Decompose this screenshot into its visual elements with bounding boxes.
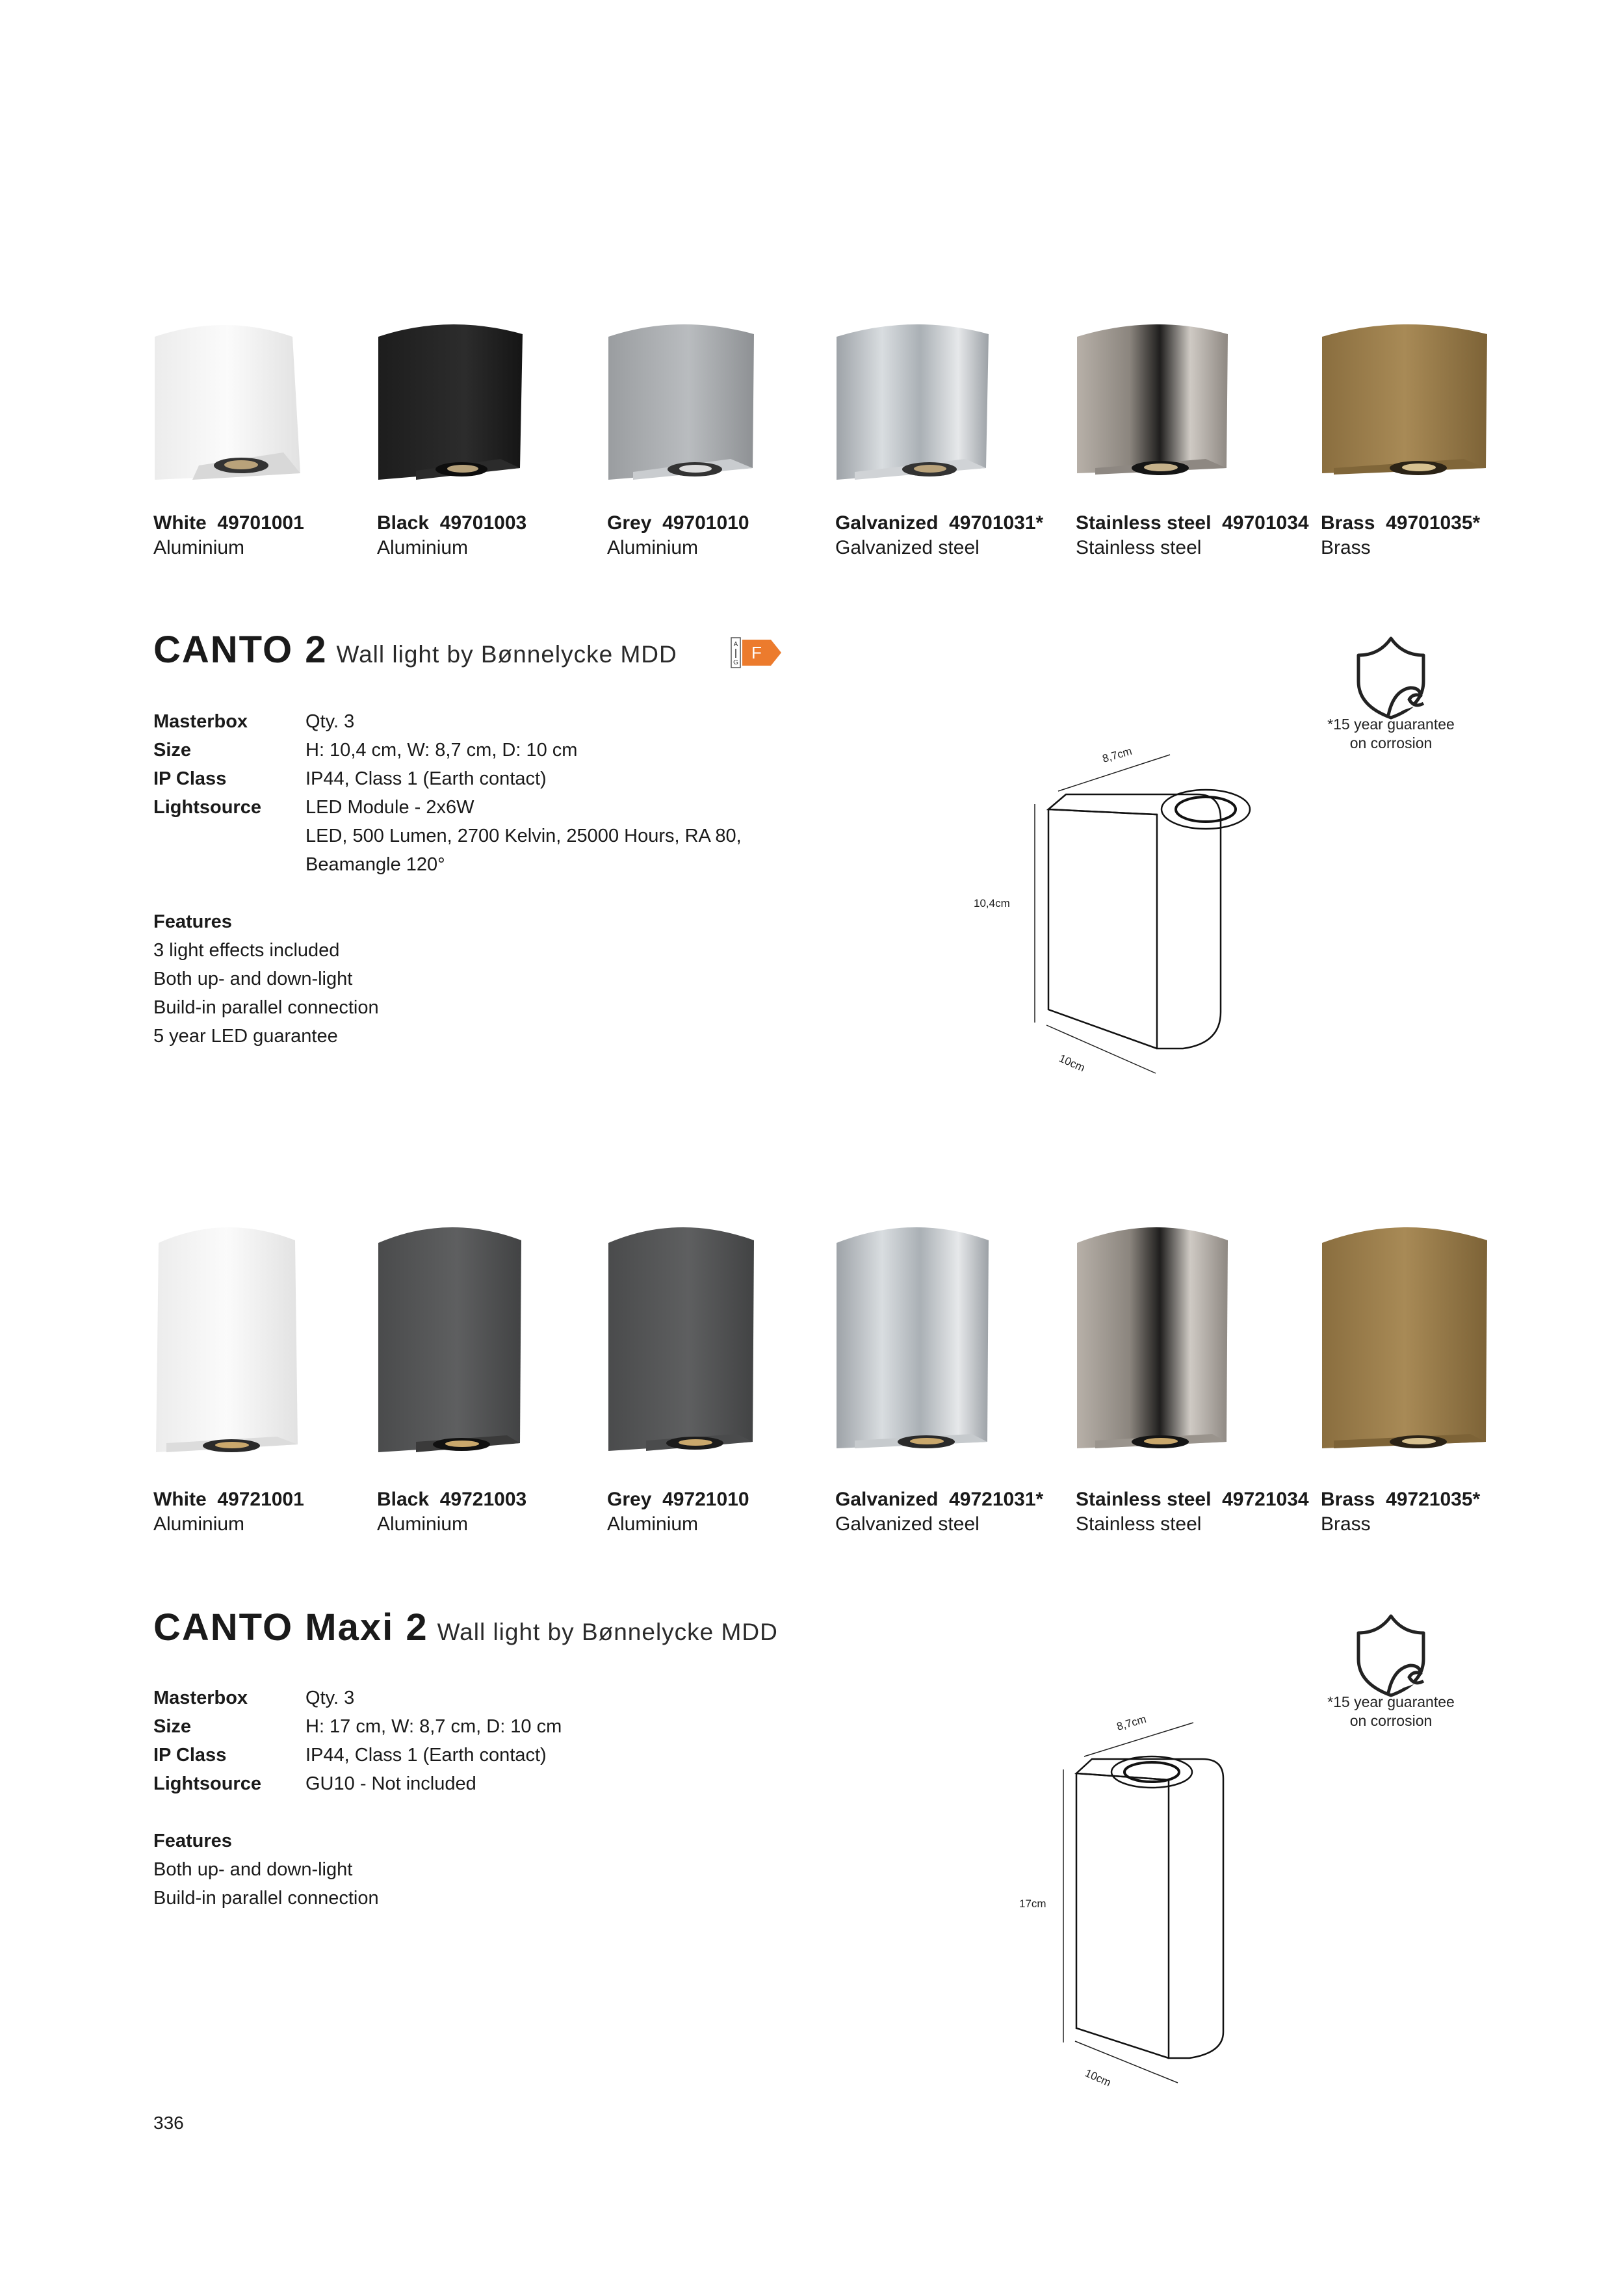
spec-key: Lightsource xyxy=(153,1773,261,1794)
variant-code: 49721035* xyxy=(1386,1489,1481,1510)
canto2-variant-black xyxy=(377,511,526,560)
variant-code: 49721003 xyxy=(439,1489,527,1510)
variant-material: Brass xyxy=(1321,1513,1371,1535)
feature-item: 3 light effects included xyxy=(153,940,340,961)
canto-maxi2-variant-brass xyxy=(1321,1487,1480,1537)
dimension-height: 10,4cm xyxy=(974,897,1010,909)
feature-item: Build-in parallel connection xyxy=(153,1888,379,1909)
shield-wave-icon xyxy=(1351,1613,1431,1698)
variant-color: Brass xyxy=(1321,1489,1375,1510)
variant-material: Aluminium xyxy=(153,1513,245,1535)
dimension-depth: 10cm xyxy=(1057,1052,1087,1075)
canto-maxi2-variant-stainless-steel xyxy=(1076,1487,1309,1537)
variant-code: 49701010 xyxy=(662,512,749,534)
variant-color: Brass xyxy=(1321,512,1375,534)
canto-maxi2-dimension-drawing xyxy=(1014,1703,1352,2106)
canto2-variant-white xyxy=(153,511,304,560)
feature-item: Both up- and down-light xyxy=(153,969,353,989)
shield-wave-icon xyxy=(1351,636,1431,720)
canto-maxi2-brass-image xyxy=(1321,1217,1490,1457)
variant-code: 49701034 xyxy=(1222,512,1309,534)
dimension-height: 17cm xyxy=(1019,1898,1046,1910)
guarantee-line: *15 year guarantee xyxy=(1327,716,1455,733)
variant-color: Grey xyxy=(607,1489,652,1510)
variant-code: 49701031* xyxy=(949,512,1044,534)
variant-material: Aluminium xyxy=(607,537,699,558)
feature-item: Both up- and down-light xyxy=(153,1859,353,1880)
spec-key: IP Class xyxy=(153,768,227,789)
svg-text:A: A xyxy=(733,641,738,648)
canto2-grey-image xyxy=(607,317,757,480)
product-byline: Wall light by Bønnelycke MDD xyxy=(336,641,677,668)
spec-key: Lightsource xyxy=(153,797,261,818)
dimension-width: 8,7cm xyxy=(1115,1712,1148,1733)
variant-material: Brass xyxy=(1321,537,1371,558)
variant-material: Aluminium xyxy=(377,1513,469,1535)
variant-material: Aluminium xyxy=(153,537,245,558)
variant-color: Stainless steel xyxy=(1076,1489,1212,1510)
canto2-brass-image xyxy=(1321,317,1490,480)
product-name: CANTO Maxi 2 xyxy=(153,1606,428,1649)
canto2-variant-brass xyxy=(1321,511,1480,560)
feature-item: 5 year LED guarantee xyxy=(153,1026,338,1047)
canto2-white-image xyxy=(153,317,303,480)
spec-key: IP Class xyxy=(153,1745,227,1766)
variant-color: White xyxy=(153,512,207,534)
variant-color: White xyxy=(153,1489,207,1510)
spec-value: GU10 - Not included xyxy=(305,1773,476,1794)
spec-value: Qty. 3 xyxy=(305,711,355,732)
variant-material: Stainless steel xyxy=(1076,1513,1202,1535)
canto-maxi2-black-image xyxy=(377,1217,526,1457)
dimension-depth: 10cm xyxy=(1083,2067,1113,2089)
spec-key: Masterbox xyxy=(153,711,248,732)
canto-maxi2-variant-white xyxy=(153,1487,304,1537)
variant-code: 49701035* xyxy=(1386,512,1481,534)
spec-value: H: 10,4 cm, W: 8,7 cm, D: 10 cm xyxy=(305,740,578,761)
canto2-title xyxy=(153,628,677,672)
variant-material: Stainless steel xyxy=(1076,537,1202,558)
dimension-width: 8,7cm xyxy=(1100,744,1134,765)
variant-code: 49701003 xyxy=(439,512,527,534)
variant-color: Grey xyxy=(607,512,652,534)
canto2-variant-grey xyxy=(607,511,749,560)
canto2-galvanized-image xyxy=(835,317,991,480)
variant-material: Aluminium xyxy=(607,1513,699,1535)
canto-maxi2-variant-galvanized xyxy=(835,1487,1043,1537)
variant-code: 49721001 xyxy=(217,1489,304,1510)
svg-text:G: G xyxy=(733,659,738,666)
spec-key: Masterbox xyxy=(153,1688,248,1708)
variant-color: Galvanized xyxy=(835,512,939,534)
canto2-variant-stainless-steel xyxy=(1076,511,1309,560)
canto-maxi2-white-image xyxy=(153,1217,303,1457)
spec-key: Size xyxy=(153,740,192,761)
guarantee-line: on corrosion xyxy=(1349,735,1433,751)
energy-letter: F xyxy=(751,643,762,662)
variant-code: 49701001 xyxy=(217,512,304,534)
variant-material: Galvanized steel xyxy=(835,537,980,558)
spec-value: Beamangle 120° xyxy=(305,854,445,875)
variant-code: 49721031* xyxy=(949,1489,1044,1510)
product-name: CANTO 2 xyxy=(153,629,328,671)
canto-maxi2-stainless-steel-image xyxy=(1076,1217,1232,1457)
guarantee-line: *15 year guarantee xyxy=(1327,1693,1455,1710)
variant-color: Galvanized xyxy=(835,1489,939,1510)
spec-value: H: 17 cm, W: 8,7 cm, D: 10 cm xyxy=(305,1716,562,1737)
canto-maxi2-variant-grey xyxy=(607,1487,749,1537)
variant-color: Black xyxy=(377,1489,430,1510)
canto-maxi2-variant-black xyxy=(377,1487,526,1537)
features-title: Features xyxy=(153,911,232,932)
guarantee-line: on corrosion xyxy=(1349,1712,1433,1729)
features-title: Features xyxy=(153,1831,232,1851)
spec-key: Size xyxy=(153,1716,192,1737)
variant-material: Aluminium xyxy=(377,537,469,558)
variant-material: Galvanized steel xyxy=(835,1513,980,1535)
variant-color: Black xyxy=(377,512,430,534)
canto-maxi2-grey-image xyxy=(607,1217,757,1457)
page-number: 336 xyxy=(153,2113,184,2133)
canto-maxi2-title xyxy=(153,1606,778,1649)
canto-maxi2-galvanized-image xyxy=(835,1217,991,1457)
canto2-dimension-drawing xyxy=(962,731,1378,1095)
product-byline: Wall light by Bønnelycke MDD xyxy=(437,1619,778,1645)
canto2-variant-galvanized xyxy=(835,511,1043,560)
spec-value: IP44, Class 1 (Earth contact) xyxy=(305,768,547,789)
feature-item: Build-in parallel connection xyxy=(153,997,379,1018)
canto2-stainless-steel-image xyxy=(1076,317,1232,480)
variant-code: 49721034 xyxy=(1222,1489,1309,1510)
variant-color: Stainless steel xyxy=(1076,512,1212,534)
variant-code: 49721010 xyxy=(662,1489,749,1510)
spec-value: LED Module - 2x6W xyxy=(305,797,474,818)
energy-label-icon xyxy=(731,637,783,668)
spec-value: Qty. 3 xyxy=(305,1688,355,1708)
canto2-black-image xyxy=(377,317,526,480)
spec-value: LED, 500 Lumen, 2700 Kelvin, 25000 Hours, RA 80, xyxy=(305,826,742,846)
spec-value: IP44, Class 1 (Earth contact) xyxy=(305,1745,547,1766)
